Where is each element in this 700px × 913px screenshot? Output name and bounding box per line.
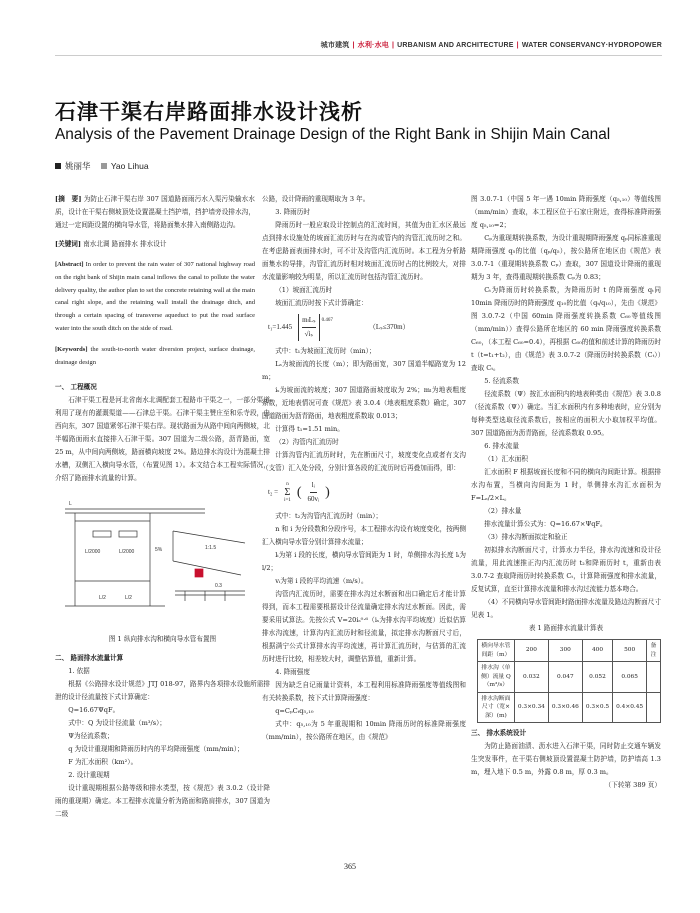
column-1 xyxy=(55,193,270,821)
svg-text:L/2000: L/2000 xyxy=(119,549,135,556)
header-rule xyxy=(55,55,662,56)
column-2 xyxy=(262,193,466,744)
header-cn-left: 城市建筑 xyxy=(320,42,350,49)
paragraph: 式中：t₁为坡面汇流历时（min）； xyxy=(275,347,376,355)
subsection-heading: 5. 径流系数 xyxy=(484,377,519,385)
paragraph: 式中：t₂为沟管内汇流历时（min）； xyxy=(275,512,383,520)
table-1 xyxy=(477,639,661,723)
paragraph: 计算得 t₁=1.51 min。 xyxy=(275,425,344,433)
paragraph: Lₛ为坡面流的长度（m）；即为路面宽，307 国道半幅路宽为 12 m； xyxy=(262,360,466,381)
abstract-text-cn: 为防止石津干渠右岸 307 国道路面雨污水入渠污染输水水质，设计在干渠右侧坡顶处设置混凝土挡护墙，挡护墙旁设排水沟，通过一定间距设置的横向导水管，将路面集水排入南侧路边沟。 xyxy=(55,195,255,229)
header-en-1: URBANISM AND ARCHITECTURE xyxy=(397,42,514,49)
paragraph: q 为设计重现期和降雨历时内的平均降雨强度（mm/min）； xyxy=(68,745,244,754)
continued-note: （下转第 389 页） xyxy=(604,781,661,789)
paragraph: （2）沟管内汇流历时 xyxy=(275,438,339,446)
paragraph: 降雨历时一般应取设计控制点的汇流时间，其值为由汇水区最远点到排水设施处的坡面汇流历时与在沟或管内的沟管汇流历时之和。在考虑路面表面排水时，可不计及沟管内汇流历时。本工程为分析路面集水的导排，沟管汇流历时相对坡面汇流历时占的比例较大，对排水流量影响较为明显，所以汇流历时包括沟管汇流历时。 xyxy=(262,221,466,281)
svg-text:L/2: L/2 xyxy=(125,595,132,602)
svg-text:0.3: 0.3 xyxy=(215,583,222,590)
paragraph: （3）排水沟断面拟定和验正 xyxy=(484,533,568,541)
abstract-block xyxy=(55,193,255,369)
paragraph: 石津干渠工程是河北省南水北调配套工程路市干渠之一，一部分渠道利用了现有的灌溉渠道——石津总干渠。石津干渠主赞庄至和乐寺段，由西向东，307 国道紧邻石津干渠右岸。现状路面为从路中间向两侧坡，北半幅路面雨水直接排入石津干渠。307 国道为二级公路，沥青路面，宽 25 m，从中间向两侧坡，路面横向坡度 2%。路边排水沟设计为混凝土排水槽，双侧汇入横向导水管，（布置见图 1）。本文结合本工程实际情况，介绍了路面排水流量的计算。 xyxy=(55,396,270,483)
paragraph: 坡面汇流历时按下式计算确定： xyxy=(275,299,368,307)
svg-text:L/2000: L/2000 xyxy=(85,549,101,556)
keywords-en: the south-to-north water diversion project, surface drainage, drainage design xyxy=(55,345,255,366)
header-en-2: WATER CONSERVANCY·HYDROPOWER xyxy=(521,42,662,49)
authors xyxy=(55,160,149,172)
paragraph: 因为缺乏自记雨量计资料，本工程利用标准降雨强度等值线图和有关转换系数，按下式计算降雨强度： xyxy=(262,681,466,702)
paragraph: Cₜ为降雨历时转换系数，为降雨历时 t 的降雨强度 qₜ同 10min 降雨历时的降雨强度 q₁₀的比值（qₜ/q₁₀），先由《规范》图 3.0.7-2（中国 60min 降雨强度转换系数 C₆₀等值线图（mm/min））查得公路所在地区的 60 min 降雨强度转换系数 C₆₀，（本工程 C₆₀=0.4），再根据 C₆₀的值和前述计算的降雨历时 t（t=t₁+t₂），由《规范》表 3.0.7-2（降雨历时转换系数（Cₜ））查取 Cₜ。 xyxy=(471,286,661,372)
table-row: 排水沟（单侧）流量 Q（m³/s） 0.032 0.047 0.052 0.065 xyxy=(478,662,661,693)
paragraph: Ψ为径流系数； xyxy=(68,732,114,741)
paragraph: 公路，设计降雨的重现期取为 3 年。 xyxy=(262,195,370,203)
keywords-label-cn: [关键词] xyxy=(55,240,82,248)
author-cn: 姚丽华 xyxy=(65,161,91,171)
journal-header: 城市建筑 | 水利·水电 | URBANISM AND ARCHITECTURE | WATER CONSERVANCY·HYDROPOWER xyxy=(320,42,662,49)
paragraph: 汇水面积 F 根据坡面长度和不同的横向沟间距计算。根据排水沟布置，当横向沟间距为 1 时，单侧排水沟汇水面积为 F=Lₛ/2×L。 xyxy=(471,468,661,502)
paragraph: vᵢ为第 i 段的平均流速（m/s）。 xyxy=(275,577,368,585)
section-2-heading: 二、 路面排水流量计算 xyxy=(55,654,124,663)
paragraph: 根据《公路排水设计规范》JTJ 018-97，路界内各项排水设施所需排泄的设计径流量按下式计算确定： xyxy=(55,680,270,702)
paragraph: iₛ为坡面流的坡度；307 国道路面坡度取为 2%；mₗ为地表粗度系数，近地表情况可查《规范》表 3.0.4（地表粗度系数）确定，307 国道路面为沥青路面，地表粗度系数取 0.013； xyxy=(262,386,466,420)
section-1-heading: 一、 工程概况 xyxy=(55,383,97,392)
subsection-heading: 2. 设计重现期 xyxy=(68,771,110,780)
formula-channel-time: t₂ = n Σ i=1 ( lᵢ 60vᵢ ) xyxy=(268,481,330,503)
title-en: Analysis of the Pavement Drainage Design of the Right Bank in Shijin Main Canal xyxy=(55,126,611,143)
paragraph: 排水流量计算公式为：Q=16.67×ΨqF。 xyxy=(484,520,607,528)
paragraph: n 和 i 为分段数和分段序号，本工程排水沟设有坡度变化，按两侧汇入横向导水管分别计算排水流量； xyxy=(262,525,466,546)
paragraph: Cₚ为重现期转换系数，为设计重现期降雨强度 qₚ同标准重现期降雨强度 q₅的比值（qₚ/q₅），按公路所在地区由《规范》表 3.0.7-1（重现期转换系数 Cₚ）查取，307 国道设计降雨的重现期为 3 年，查得重现期转换系数 Cₚ为 0.83； xyxy=(471,234,661,281)
keywords-label-en: [Keywords] xyxy=(55,345,88,353)
svg-text:L/2: L/2 xyxy=(99,595,106,602)
abstract-label-cn: [摘 要] xyxy=(55,195,82,203)
paragraph: 设计重现期根据公路等级和排水类型，按《规范》表 3.0.2（设计降雨的重现期）确定。本工程排水流量分析为路面和路肩排水，307 国道为二级 xyxy=(55,784,270,819)
svg-text:5%: 5% xyxy=(155,547,163,554)
title-cn: 石津干渠右岸路面排水设计浅析 xyxy=(55,100,363,124)
subsection-heading: 6. 排水流量 xyxy=(484,442,519,450)
table-1-caption: 表 1 路面排水流量计算表 xyxy=(528,624,604,632)
table-row: 排水沟断面尺寸（宽×深）(m) 0.3×0.34 0.3×0.46 0.3×0.5 0.4×0.45 xyxy=(478,692,661,723)
figure-1-caption: 图 1 纵向排水沟和横向导水管布置图 xyxy=(108,635,217,644)
svg-text:1:1.5: 1:1.5 xyxy=(205,545,217,552)
table-header-row: 横向导水管间距（m） 200 300 400 500 备注 xyxy=(478,640,661,662)
author-en: Yao Lihua xyxy=(110,161,149,171)
abstract-label-en: [Abstract] xyxy=(55,261,84,268)
paragraph: （2）排水量 xyxy=(484,507,522,515)
formula-overland-time: t₁=1.445 mₗLₛ √iₛ $^{0.467}$ （Lₛ≤370m） xyxy=(268,314,466,341)
paragraph: 式中：Q 为设计径流量（m³/s）； xyxy=(68,719,167,728)
paragraph: 为防止路面油渍、沥水进入石津干渠，同时防止交通车辆发生突发事件，在干渠右侧坡顶设置混凝土防护墙，防护墙高 1.3 m，埋入地下 0.5 m，外露 0.8 m，厚 0.3 m。 xyxy=(471,742,661,776)
paragraph: （1）坡面汇流历时 xyxy=(275,286,333,294)
paragraph: F 为汇水面积（km²）。 xyxy=(68,758,138,767)
paragraph: （1）汇水面积 xyxy=(484,455,528,463)
svg-text:L: L xyxy=(69,501,72,508)
paragraph: 初拟排水沟断面尺寸，计算水力半径，排水沟流速和设计径流量，用此流速推正沟内汇流历时 t₂和降雨历时 t，重新由表 3.0.7-2 查取降雨历时转换系数 Cₜ，计算降雨强度和排水流量，反复试算，直至计算排水流量和排水沟过流能力基本吻合。 xyxy=(471,546,661,593)
subsection-heading: 4. 降雨强度 xyxy=(275,668,310,676)
paragraph: 图 3.0.7-1（中国 5 年一遇 10min 降雨强度（q₅,₁₀）等值线图（mm/min）查取，本工程区位于石家庄附近，查得标准降雨强度 q₅,₁₀=2； xyxy=(471,195,661,229)
paragraph: （4）不同横向导水管间距时路面排水流量及路边沟断面尺寸见表 1。 xyxy=(471,598,661,619)
paragraph: 式中：q₅,₁₀为 5 年重现期和 10min 降雨历时的标准降雨强度（mm/min），按公路所在地区，由《规范》 xyxy=(262,720,466,741)
header-cn-mid: 水利·水电 xyxy=(357,42,389,49)
equation-2: q=CₚCₜq₅,₁₀ xyxy=(275,707,314,715)
paragraph: 径流系数（Ψ）按汇水面积内的地表种类由《规范》表 3.0.8（径流系数（Ψ））确定。当汇水面积内有多种地表时，应分别为每种类型选取径流系数后，按相应的面积大小取加权平均值。307 国道路面为沥青路面，径流系数取 0.95。 xyxy=(471,390,661,437)
paragraph: 计算沟管内汇流历时时，先在断面尺寸，坡度变化点或者有支沟（支管）汇入处分段，分别计算各段的汇流历时后再叠加而得，即： xyxy=(262,451,466,472)
column-3 xyxy=(471,193,661,792)
figure-1-drainage-layout xyxy=(55,491,255,626)
subsection-heading: 3. 降雨历时 xyxy=(275,208,310,216)
subsection-heading: 1. 依据 xyxy=(68,667,90,676)
abstract-text-en: In order to prevent the rain water of 307 national highway road on the right bank of Shijin main canal inflows the canal to pollute the water delivery quality, the author plan to set the concrete retaining wall at the main canal right slope, and the retaining wall install the drainage ditch, and through a certain spacing of transverse aqueduct to put the road surface water into the south ditch on the side of road. xyxy=(55,261,255,332)
equation-1: Q=16.67ΨqF。 xyxy=(68,706,120,715)
paragraph: 沟管内汇流历时，需要在排水沟过水断面和出口确定后才能计算得到，而本工程需要根据设计径流量确定排水沟过水断面。因此，需要采用试算法。先按公式 V=20iₛ⁰·⁶（iₛ为排水沟平均坡度）近似估算排水沟流速，计算沟内汇流历时和径流量，拟定排水沟断面尺寸后，根据满宁公式计算排水沟平均流速，再计算汇流历时，与估算的汇流历时进行比较，相差较大时，调整估算值，重新计算。 xyxy=(262,590,466,663)
keywords-cn: 南水北调 路面排水 排水设计 xyxy=(83,240,167,248)
paragraph: lᵢ为第 i 段的长度，横向导水管间距为 1 时，单侧排水沟长度 lᵢ为 l/2； xyxy=(262,551,466,572)
page-number: 365 xyxy=(344,862,356,871)
section-3-heading: 三、 排水系统设计 xyxy=(471,729,527,737)
